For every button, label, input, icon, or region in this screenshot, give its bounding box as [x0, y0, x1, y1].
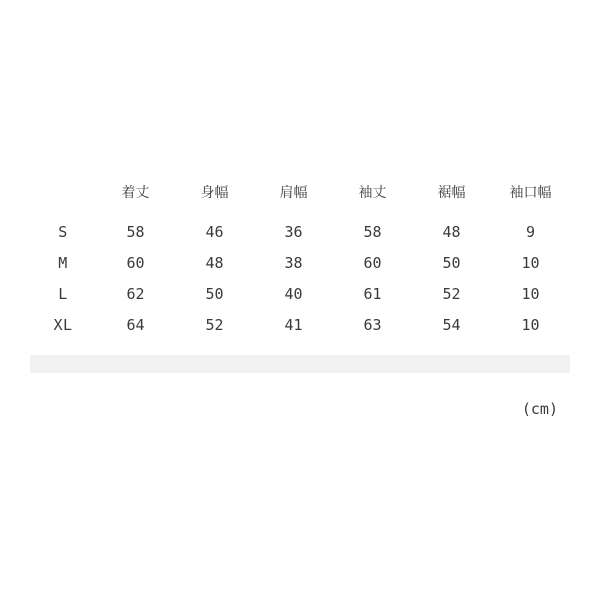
cell-xl-chest-width: 52 — [205, 315, 224, 334]
table-row — [30, 216, 570, 247]
column-header-cuff-width: 袖口幅 — [509, 185, 552, 201]
cell-m-cuff-width: 10 — [521, 253, 540, 272]
table-header — [30, 168, 570, 216]
table-row — [30, 309, 570, 340]
row-label-s: S — [58, 222, 68, 241]
cell-s-cuff-width: 9 — [525, 222, 536, 241]
column-header-shoulder-width: 肩幅 — [279, 185, 308, 201]
table-body — [30, 216, 570, 340]
table-header-row — [30, 168, 570, 216]
cell-s-shoulder-width: 36 — [284, 222, 303, 241]
cell-l-chest-width: 50 — [205, 284, 224, 303]
cell-l-hem-width: 52 — [442, 284, 461, 303]
cell-m-length: 60 — [126, 253, 145, 272]
cell-s-sleeve-length: 58 — [363, 222, 382, 241]
size-chart-table — [30, 168, 570, 340]
column-header-length: 着丈 — [121, 185, 150, 201]
cell-l-shoulder-width: 40 — [284, 284, 303, 303]
table-row — [30, 278, 570, 309]
cell-xl-shoulder-width: 41 — [284, 315, 303, 334]
row-label-xl: XL — [53, 315, 73, 334]
cell-m-shoulder-width: 38 — [284, 253, 303, 272]
column-header-sleeve-length: 袖丈 — [358, 185, 387, 201]
column-header-chest-width: 身幅 — [200, 185, 229, 201]
cell-m-sleeve-length: 60 — [363, 253, 382, 272]
row-label-l: L — [58, 284, 68, 303]
cell-l-length: 62 — [126, 284, 145, 303]
table-corner-cell — [30, 168, 96, 216]
unit-note: (cm) — [521, 400, 558, 418]
cell-xl-hem-width: 54 — [442, 315, 461, 334]
cell-xl-length: 64 — [126, 315, 145, 334]
decorative-band — [30, 355, 570, 373]
table-row — [30, 247, 570, 278]
cell-l-cuff-width: 10 — [521, 284, 540, 303]
cell-s-hem-width: 48 — [442, 222, 461, 241]
cell-l-sleeve-length: 61 — [363, 284, 382, 303]
cell-m-chest-width: 48 — [205, 253, 224, 272]
row-label-m: M — [58, 253, 68, 272]
column-header-hem-width: 裾幅 — [437, 185, 466, 201]
cell-m-hem-width: 50 — [442, 253, 461, 272]
cell-s-length: 58 — [126, 222, 145, 241]
cell-xl-cuff-width: 10 — [521, 315, 540, 334]
cell-s-chest-width: 46 — [205, 222, 224, 241]
cell-xl-sleeve-length: 63 — [363, 315, 382, 334]
